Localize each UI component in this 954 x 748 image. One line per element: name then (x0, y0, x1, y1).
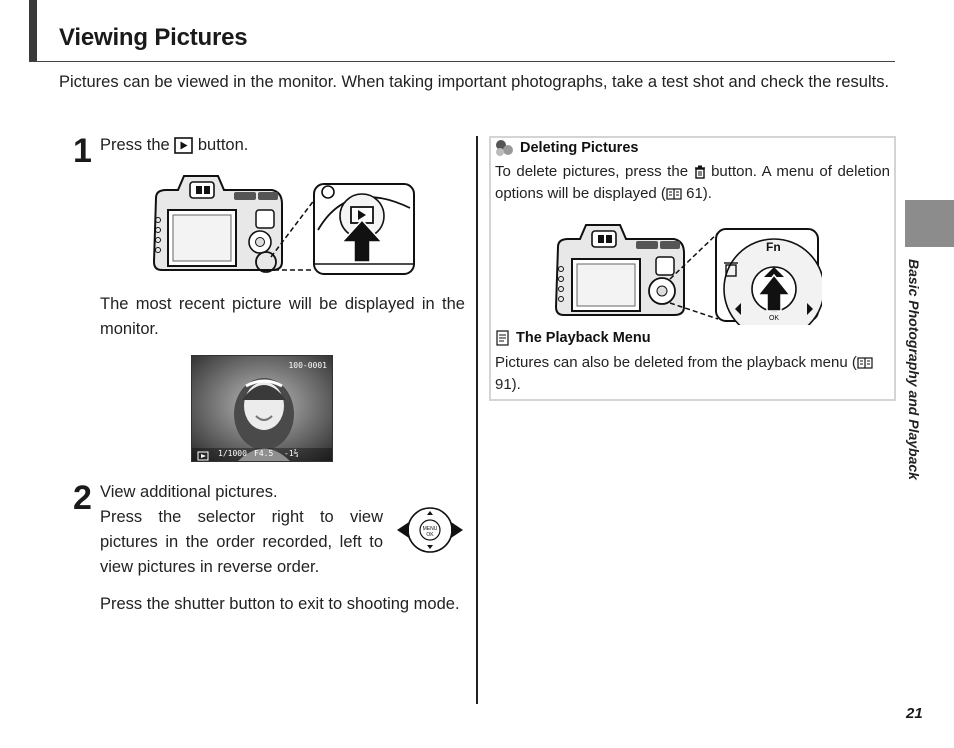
chapter-label-text: Basic Photography and Playback (906, 259, 922, 480)
step-2-note: Press the shutter button to exit to shooting mode. (100, 595, 460, 613)
file-number: 100-0001 (288, 361, 327, 370)
title-divider (29, 61, 895, 62)
deleting-text-before: To delete pictures, press the (495, 163, 694, 180)
deleting-heading-label: Deleting Pictures (520, 140, 639, 156)
playback-menu-heading-label: The Playback Menu (516, 330, 651, 346)
deleting-heading (495, 139, 638, 157)
chapter-tab (905, 200, 954, 247)
step-2-heading: View additional pictures. (100, 483, 278, 501)
step-1-note: The most recent picture will be displayed in the monitor. (100, 295, 465, 338)
title-accent-bar (29, 0, 37, 62)
book-icon (857, 357, 873, 369)
selector-ok-label: OK (426, 532, 434, 538)
delete-camera-illustration (552, 219, 822, 325)
deleting-text-after: button. A menu of deletion options will be displayed ( (495, 163, 890, 202)
step-2-body: Press the selector right to view pictures in the order recorded, left to view pictures in reverse order. (100, 508, 383, 576)
deleting-text (495, 161, 890, 205)
playback-menu-text (495, 352, 893, 396)
playback-menu-page-ref: 91). (495, 376, 521, 393)
selector-illustration (395, 505, 465, 555)
chapter-label (902, 259, 928, 539)
portrait-photo (192, 356, 333, 462)
intro-paragraph: Pictures can be viewed in the monitor. When taking important photographs, take a test shot and check the results. (59, 73, 890, 91)
aperture: F4.5 (254, 449, 274, 458)
exposure-compensation: -1⅔ (284, 449, 299, 458)
tip-icon (495, 139, 515, 157)
trash-icon (694, 165, 706, 179)
playback-icon (174, 137, 193, 154)
step-1-instruction (100, 133, 460, 158)
page-title: Viewing Pictures (59, 24, 248, 51)
playback-menu-heading (495, 330, 651, 346)
book-icon (666, 188, 682, 200)
camera-back-illustration (148, 170, 418, 276)
ok-label: OK (768, 315, 780, 322)
deleting-page-ref: 61). (681, 185, 712, 202)
step-1-number: 1 (73, 132, 91, 170)
selector-menu-label: MENU (422, 526, 438, 532)
page-number: 21 (906, 705, 923, 722)
playback-menu-text-body: Pictures can also be deleted from the playback menu ( (495, 354, 857, 371)
step-1-text-before: Press the (100, 136, 175, 154)
step-1-text-after: button. (193, 136, 249, 154)
fn-label: Fn (766, 240, 781, 254)
shutter-speed: 1/1000 (218, 449, 247, 458)
step-2-number: 2 (73, 479, 91, 517)
column-divider (476, 136, 478, 704)
playback-preview (191, 355, 333, 462)
menu-icon (495, 330, 511, 346)
